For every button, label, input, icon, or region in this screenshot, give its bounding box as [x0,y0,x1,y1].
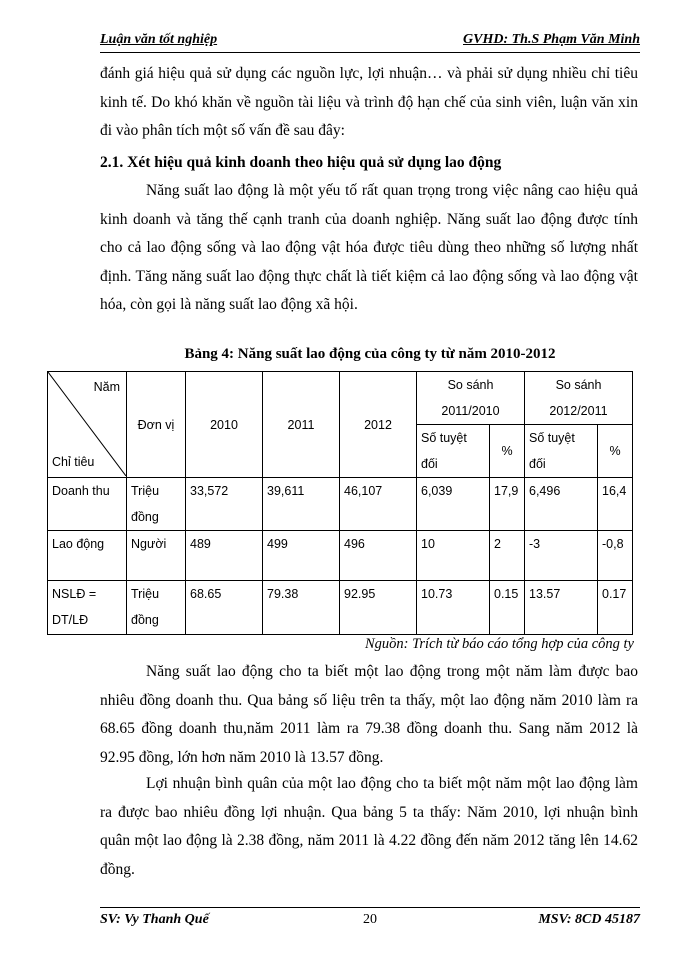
compare2-line1: So sánh [555,378,602,392]
cell-2011: 499 [263,531,340,581]
cell-2012: 92.95 [340,581,417,635]
table-corner-cell [48,372,127,478]
paragraph-productivity-analysis-text: Năng suất lao động cho ta biết một lao động trong một năm làm được bao nhiêu đồng doanh thu. Qua bảng số liệu trên ta thấy, một lao động năm 2010 làm ra 68.65 đồng doanh thu,năm 2011 làm ra 79.38 đồng doanh thu. Sang năm 2012 là 92.95 đồng, lớn hơn năm 2010 là 13.57 đồng. [100,663,638,766]
compare2-line2: 2012/2011 [549,404,608,418]
paragraph-productivity [100,177,638,320]
table-row [48,581,633,635]
table-row [48,478,633,531]
intro-paragraph: đánh giá hiệu quả sử dụng các nguồn lực, lợi nhuận… và phải sử dụng nhiều chỉ tiêu kinh tế. Do khó khăn về nguồn tài liệu và trình độ hạn chế của sinh viên, luận văn xin đi vào phân tích một số vấn đề sau đây: [100,65,638,139]
table-row [48,531,633,581]
paragraph-profit-analysis [100,770,638,884]
cell-2012: 46,107 [340,478,417,531]
row-name [48,581,127,635]
row-unit-line2: đồng [131,613,159,627]
cell-pct-1: 2 [490,531,525,581]
abs-label-line2: đối [529,457,546,471]
cell-pct-2: -0,8 [598,531,633,581]
footer-page-number: 20 [363,912,377,927]
cell-2011: 39,611 [263,478,340,531]
cell-pct-2: 16,4 [598,478,633,531]
header-compare-2011-2010 [417,372,525,425]
abs-label-line1: Số tuyệt [529,431,575,445]
cell-pct-2: 0.17 [598,581,633,635]
page-header [100,30,640,53]
section-heading: 2.1. Xét hiệu quả kinh doanh theo hiệu quả sử dụng lao động [100,154,502,171]
cell-2011: 79.38 [263,581,340,635]
cell-pct-1: 0.15 [490,581,525,635]
compare1-line1: So sánh [447,378,494,392]
table-caption: Bảng 4: Năng suất lao động của công ty từ năm 2010-2012 [184,346,556,362]
row-unit-line1: Triệu [131,587,160,601]
cell-abs-2: -3 [525,531,598,581]
compare1-line2: 2011/2010 [441,404,500,418]
cell-2010: 489 [186,531,263,581]
row-name [48,531,127,581]
header-percent-1: % [490,425,525,478]
row-unit-line1: Triệu [131,484,160,498]
productivity-table [47,371,633,635]
header-year-2010: 2010 [186,372,263,478]
corner-label-indicator: Chỉ tiêu [52,455,95,469]
row-name [48,478,127,531]
paragraph-productivity-text: Năng suất lao động là một yếu tố rất quan trọng trong việc nâng cao hiệu quả kinh doanh và tăng thế cạnh tranh của doanh nghiệp. Năng suất lao động được tính cho cả lao động sống và lao động vật hóa được tiêu dùng theo những số lượng nhất định. Tăng năng suất lao động thực chất là tiết kiệm cả lao động sống và lao động vật hóa, còn gọi là năng suất lao động xã hội. [100,182,638,313]
paragraph-profit-analysis-text: Lợi nhuận bình quân của một lao động cho ta biết một năm một lao động làm ra được bao nhiêu đồng lợi nhuận. Qua bảng 5 ta thấy: Năm 2010, lợi nhuận bình quân một lao động là 2.38 đồng, năm 2011 là 4.22 đồng đến năm 2012 tăng lên 14.62 đồng. [100,775,638,878]
abs-label-line2: đối [421,457,438,471]
page-footer [100,907,640,930]
abs-label-line1: Số tuyệt [421,431,467,445]
row-unit-line1: Người [131,537,167,551]
header-unit: Đơn vị [127,372,186,478]
cell-abs-1: 10 [417,531,490,581]
header-percent-2: % [598,425,633,478]
cell-abs-1: 10.73 [417,581,490,635]
row-unit [127,478,186,531]
row-unit-line2: đồng [131,510,159,524]
row-unit [127,531,186,581]
table-source-note: Nguồn: Trích từ báo cáo tổng hợp của công ty [365,636,634,652]
header-compare-2012-2011 [525,372,633,425]
cell-2010: 68.65 [186,581,263,635]
header-thesis-title: Luận văn tốt nghiệp [100,32,218,47]
corner-label-year: Năm [93,380,120,394]
paragraph-productivity-analysis [100,658,638,772]
row-name-line1: Lao động [52,537,105,551]
row-name-line2: DT/LĐ [52,613,89,627]
header-absolute-1 [417,425,490,478]
cell-abs-1: 6,039 [417,478,490,531]
row-unit [127,581,186,635]
cell-pct-1: 17,9 [490,478,525,531]
header-year-2011: 2011 [263,372,340,478]
footer-student-name: SV: Vy Thanh Quế [100,912,209,927]
footer-student-id: MSV: 8CD 45187 [538,912,640,927]
cell-2010: 33,572 [186,478,263,531]
cell-abs-2: 6,496 [525,478,598,531]
cell-abs-2: 13.57 [525,581,598,635]
header-year-2012: 2012 [340,372,417,478]
row-name-line1: Doanh thu [52,484,110,498]
cell-2012: 496 [340,531,417,581]
header-supervisor: GVHD: Th.S Phạm Văn Minh [463,32,640,47]
row-name-line1: NSLĐ = [52,587,97,601]
header-absolute-2 [525,425,598,478]
